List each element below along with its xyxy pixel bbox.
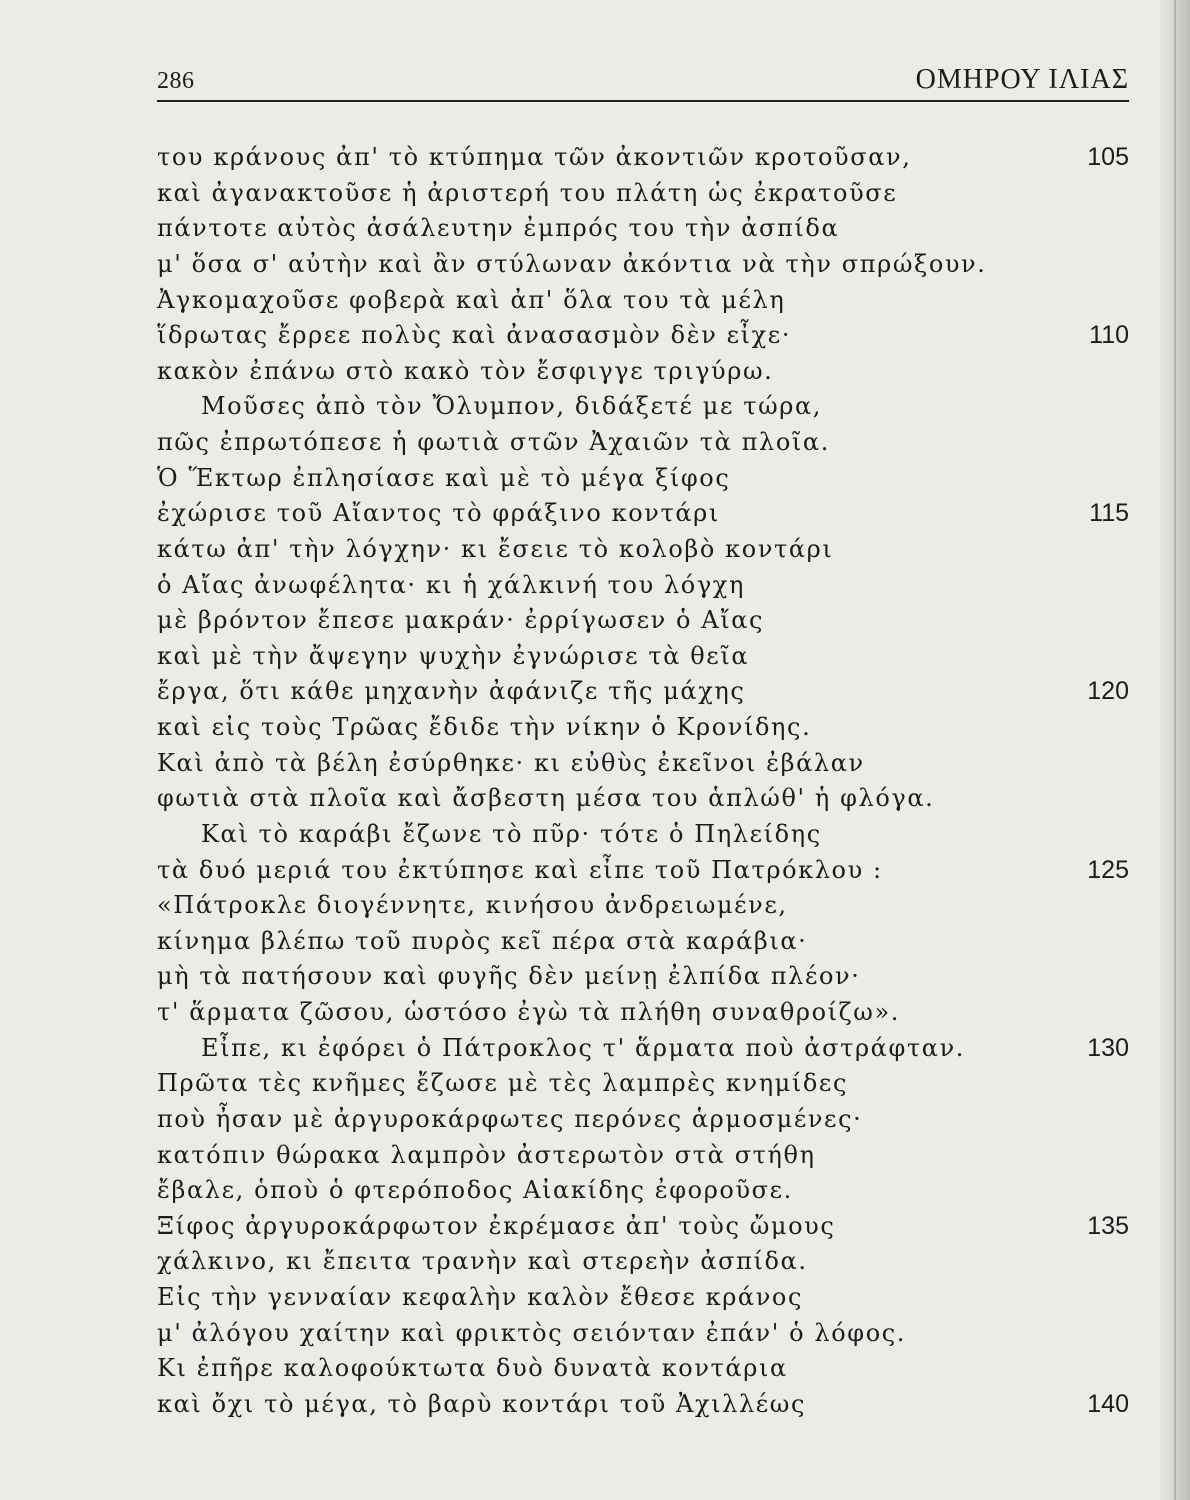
verse-line	[157, 1351, 1129, 1387]
verse-line	[157, 1031, 1129, 1067]
line-number: 105	[1087, 143, 1129, 171]
verse-text: καὶ ὄχι τὸ μέγα, τὸ βαρὺ κοντάρι τοῦ Ἀχιλλέως	[157, 1389, 807, 1418]
running-title: ΟΜΗΡΟΥ ΙΛΙΑΣ	[915, 64, 1129, 95]
verse-text: φωτιὰ στὰ πλοῖα καὶ ἄσβεστη μέσα του ἁπλώθ' ἡ φλόγα.	[157, 784, 935, 813]
verse-line	[157, 318, 1129, 354]
verse-text: μ' ὅσα σ' αὐτὴν καὶ ἂν στύλωναν ἀκόντια νὰ τὴν σπρώξουν.	[157, 249, 987, 278]
verse-text: μ' ἀλόγου χαίτην καὶ φρικτὸς σειόνταν ἐπάν' ὁ λόφος.	[157, 1318, 907, 1347]
line-number: 115	[1089, 499, 1129, 528]
line-number: 120	[1087, 677, 1129, 706]
verse-line	[157, 1173, 1129, 1209]
verse-text: Κι ἐπῆρε καλοφούκτωτα δυὸ δυνατὰ κοντάρια	[157, 1354, 788, 1383]
verse-text: ἵδρωτας ἔρρεε πολὺς καὶ ἀνασασμὸν δὲν εἶχε·	[157, 321, 792, 350]
verse-line	[157, 1387, 1129, 1423]
header-rule	[157, 100, 1129, 102]
verse-text: «Πάτροκλε διογέννητε, κινήσου ἀνδρειωμένε,	[157, 891, 788, 920]
verse-line	[157, 1209, 1129, 1245]
verse-text: ἔργα, ὅτι κάθε μηχανὴν ἀφάνιζε τῆς μάχης	[157, 677, 746, 706]
verse-text: ποὺ ἦσαν μὲ ἀργυροκάρφωτες περόνες ἁρμοσμένες·	[157, 1104, 863, 1133]
verse-line	[157, 674, 1129, 710]
verse-text: ἐχώρισε τοῦ Αἴαντος τὸ φράξινο κοντάρι	[157, 499, 720, 528]
verse-line	[157, 1066, 1129, 1102]
verse-text: Ὁ Ἕκτωρ ἐπλησίασε καὶ μὲ τὸ μέγα ξίφος	[157, 463, 731, 492]
verse-text: καὶ μὲ τὴν ἄψεγην ψυχὴν ἐγνώρισε τὰ θεῖα	[157, 641, 750, 670]
verse-line	[157, 461, 1129, 497]
verse-line	[157, 532, 1129, 568]
verse-text: Ξίφος ἀργυροκάρφωτον ἐκρέμασε ἀπ' τοὺς ὤμους	[157, 1211, 836, 1240]
verse-line	[157, 1316, 1129, 1352]
verse-line	[157, 354, 1129, 390]
line-number: 135	[1087, 1211, 1129, 1240]
verse-text: κίνημα βλέπω τοῦ πυρὸς κεῖ πέρα στὰ καράβια·	[157, 926, 808, 955]
verse-text: καὶ εἰς τοὺς Τρῶας ἔδιδε τὴν νίκην ὁ Κρονίδης.	[157, 713, 812, 741]
verse-text: Ἀγκομαχοῦσε φοβερὰ καὶ ἀπ' ὅλα του τὰ μέλη	[157, 285, 786, 314]
verse-text: κατόπιν θώρακα λαμπρὸν ἀστερωτὸν στὰ στήθη	[157, 1140, 816, 1169]
page-edge	[1160, 0, 1190, 1500]
verse-line	[157, 710, 1129, 746]
page-header	[157, 62, 1129, 102]
verse-line	[157, 639, 1129, 675]
verse-line	[157, 1244, 1129, 1280]
line-number: 140	[1087, 1389, 1129, 1418]
page-number: 286	[157, 68, 195, 94]
verse-line	[157, 959, 1129, 995]
verse-text: Καὶ τὸ καράβι ἔζωνε τὸ πῦρ· τότε ὁ Πηλείδης	[201, 819, 822, 848]
verse-text: Καὶ ἀπὸ τὰ βέλη ἐσύρθηκε· κι εὐθὺς ἐκεῖνοι ἐβάλαν	[157, 748, 865, 777]
verse-text: χάλκινο, κι ἔπειτα τρανὴν καὶ στερεὴν ἀσπίδα.	[157, 1247, 808, 1276]
verse-text: Πρῶτα τὲς κνῆμες ἔζωσε μὲ τὲς λαμπρὲς κνημίδες	[157, 1069, 849, 1098]
verse-line	[157, 888, 1129, 924]
verse-text: Εἶπε, κι ἐφόρει ὁ Πάτροκλος τ' ἅρματα ποὺ ἀστράφταν.	[201, 1033, 966, 1062]
verse-text: Μοῦσες ἀπὸ τὸν Ὄλυμπον, διδάξετέ με τώρα,	[201, 392, 823, 421]
verse-line	[157, 1138, 1129, 1174]
verse-line	[157, 781, 1129, 817]
verse-line	[157, 817, 1129, 853]
verse-line	[157, 425, 1129, 461]
verse-text: κακὸν ἐπάνω στὸ κακὸ τὸν ἔσφιγγε τριγύρω.	[157, 356, 774, 385]
verse-text: τὰ δυό μεριά του ἐκτύπησε καὶ εἶπε τοῦ Πατρόκλου :	[157, 855, 883, 884]
verse-text: μὴ τὰ πατήσουν καὶ φυγῆς δὲν μείνῃ ἐλπίδα πλέον·	[157, 962, 861, 991]
verse-text: ὁ Αἴας ἀνωφέλητα· κι ἡ χάλκινή του λόγχη	[157, 570, 745, 599]
verse-line	[157, 746, 1129, 782]
verse-line	[157, 283, 1129, 319]
verse-text: πῶς ἐπρωτόπεσε ἡ φωτιὰ στῶν Ἀχαιῶν τὰ πλοῖα.	[157, 428, 830, 456]
verse-line	[157, 176, 1129, 212]
verse-text: μὲ βρόντον ἔπεσε μακράν· ἐρρίγωσεν ὁ Αἴας	[157, 606, 765, 635]
verse-text: Εἰς τὴν γενναίαν κεφαλὴν καλὸν ἔθεσε κράνος	[157, 1283, 804, 1311]
verse-line	[157, 140, 1129, 176]
verse-line	[157, 568, 1129, 604]
verse-text: πάντοτε αὐτὸς ἀσάλευτην ἐμπρός του τὴν ἀσπίδα	[157, 214, 840, 243]
verse-line	[157, 603, 1129, 639]
verse-text: καὶ ἀγανακτοῦσε ἡ ἀριστερή του πλάτη ὡς ἐκρατοῦσε	[157, 178, 898, 207]
verse-line	[157, 496, 1129, 532]
verse-line	[157, 211, 1129, 247]
verse-line	[157, 853, 1129, 889]
line-number: 125	[1087, 855, 1129, 884]
verse-line	[157, 1102, 1129, 1138]
verse-text: του κράνους ἀπ' τὸ κτύπημα τῶν ἀκοντιῶν κροτοῦσαν,	[157, 143, 912, 171]
verse-text: τ' ἅρματα ζῶσου, ὡστόσο ἐγὼ τὰ πλήθη συναθροίζω».	[157, 998, 900, 1026]
verse-block	[157, 140, 1129, 1423]
verse-line	[157, 389, 1129, 425]
line-number: 110	[1089, 321, 1129, 350]
verse-line	[157, 924, 1129, 960]
verse-text: κάτω ἀπ' τὴν λόγχην· κι ἔσειε τὸ κολοβὸ κοντάρι	[157, 534, 834, 563]
line-number: 130	[1087, 1033, 1129, 1062]
verse-line	[157, 995, 1129, 1031]
verse-line	[157, 1280, 1129, 1316]
verse-line	[157, 247, 1129, 283]
verse-text: ἔβαλε, ὁποὺ ὁ φτερόποδος Αἰακίδης ἐφοροῦσε.	[157, 1176, 793, 1205]
